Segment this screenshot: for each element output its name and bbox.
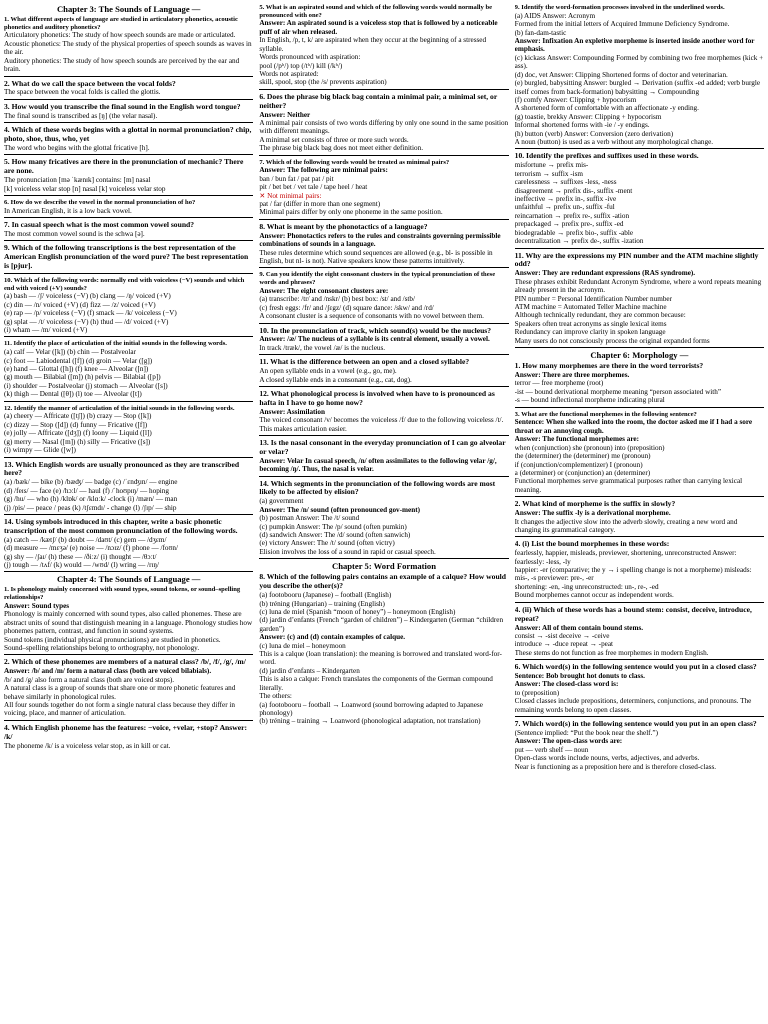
answer-line: An open syllable ends in a vowel (e.g., go, me).: [259, 367, 397, 376]
answer-line: to (preposition): [514, 688, 560, 697]
qa-section: [4, 404, 253, 458]
answer-line: (c) dizzy — Stop ([d]) (d) funny — Fricative ([f]): [4, 420, 148, 429]
answer-line: introduce → -duce repeat → -peat: [514, 640, 614, 649]
question-text: 11. Why are the expressions my PIN number and the ATM machine slightly odd?: [514, 250, 759, 269]
question-text: 11. What is the difference between an open and a closed syllable?: [259, 357, 470, 367]
answer-line: Open-class words include nouns, verbs, adjectives, and adverbs.: [514, 754, 700, 763]
answer-line: Sentence: When she walked into the room, the doctor asked me if I had a sore throat or an annoying cough.: [514, 418, 753, 435]
column-3: [515, 3, 764, 1021]
answer-line: prepackaged → prefix pre-, suffix -ed: [514, 220, 624, 229]
question-text: 4. Which of these words begins with a glottal in normal pronunciation? chip, photo, shoe, thus, who, yet: [4, 125, 252, 144]
question-text: 10. Which of the following words: normally end with voiceless (−V) sounds and which end with voiced (+V) sounds?: [4, 276, 245, 292]
chapter-title: Chapter 6: Morphology —: [590, 350, 689, 361]
qa-section: [259, 92, 508, 156]
answer-line: Redundancy can improve clarity in spoken language: [514, 328, 666, 337]
qa-section: [4, 198, 253, 218]
qa-section: [259, 222, 508, 269]
answer-line: (i) wimpy — Glide ([w]): [4, 446, 76, 455]
qa-section: [4, 102, 253, 123]
question-text: 12. What phonological process is involved when have to is pronounced as hafta in I have to go home now?: [259, 388, 495, 407]
answer-line: Answer: (c) and (d) contain examples of calque.: [259, 633, 406, 642]
question-text: 1. Is phonology mainly concerned with sound types, sound tokens, or sound–spelling relationships?: [4, 586, 241, 602]
answer-line: fearlessly, happier, misleads, previewer, shortening, unreconstructed Answer: fearlessly: -less, -ly: [514, 549, 737, 566]
answer-line: Bound morphemes cannot occur as independent words.: [514, 591, 674, 600]
qa-section: [515, 3, 764, 149]
question-text: 9. Identify the word-formation processes involved in the underlined words.: [514, 4, 725, 11]
qa-section: [4, 79, 253, 100]
answer-line: (a) footobooru (Japanese) – football (English): [259, 591, 392, 600]
question-text: 7. Which word(s) in the following sentence would you put in an open class?: [514, 719, 757, 729]
answer-line: Answer: The functional morphemes are:: [514, 435, 639, 444]
question-text: 2. What kind of morpheme is the suffix in slowly?: [514, 499, 676, 509]
answer-line: (d) doc, vet Answer: Clipping Shortened forms of doctor and veterinarian.: [514, 70, 728, 79]
answer-line: A consonant cluster is a sequence of consonants with no vowel between them.: [259, 312, 484, 321]
question-text: 3. How would you transcribe the final sound in the English word tongue?: [4, 101, 241, 111]
answer-line: Words not aspirated:: [259, 69, 319, 78]
qa-section: [259, 270, 508, 323]
answer-line: ban / bun fat / pat pat / pit: [259, 174, 334, 183]
answer-line: /b/ and /g/ also form a natural class (both are voiced stops).: [4, 675, 175, 684]
answer-line: (i) shoulder — Postalveolar (j) stomach — Alveolar ([s]): [4, 381, 168, 390]
answer-line: Answer: There are three morphemes.: [514, 371, 630, 380]
answer-line: Sentence: Bob brought hot donuts to class.: [514, 672, 645, 681]
question-text: 4. Which English phoneme has the features: −voice, +velar, +stop? Answer: /k/: [4, 722, 247, 741]
answer-line: The space between the vocal folds is called the glottis.: [4, 88, 161, 97]
question-text: 9. Which of the following transcriptions is the best representation of the American English pronunciation of the word pure? The best representation is [pjur].: [4, 243, 249, 271]
qa-section: [4, 243, 253, 274]
question-text: 1. What different aspects of language are studied in articulatory phonetics, acoustic phonetics and auditory phonetics?: [4, 16, 238, 31]
qa-section: [515, 251, 764, 349]
qa-section: [259, 572, 508, 728]
answer-line: A minimal pair consists of two words differing by only one sound in the same position with different meanings.: [259, 118, 509, 136]
qa-section: [4, 157, 253, 196]
answer-line: terrorism → suffix -ism: [514, 169, 583, 178]
answer-line: PIN number = Personal Identification Number number: [514, 294, 673, 303]
answer-line: (b) tréning (Hungarian) – training (English): [259, 599, 385, 608]
qa-section: [4, 276, 253, 338]
question-text: 10. Identify the prefixes and suffixes used in these words.: [514, 151, 699, 161]
answer-line: Minimal pairs differ by only one phoneme in the same position.: [259, 208, 443, 217]
answer-line: (b) tréning – training → Loanword (phonological adaptation, not translation): [259, 717, 481, 726]
answer-line: (k) thigh — Dental ([θ]) (l) toe — Alveolar ([t]): [4, 390, 142, 399]
answer-line: misfortune → prefix mis-: [514, 161, 589, 170]
answer-line: (g) splat — /t/ voiceless (−V) (h) thud — /d/ voiced (+V): [4, 317, 169, 326]
answer-line: (b) postman Answer: The /t/ sound: [259, 514, 360, 523]
answer-line: It changes the adjective slow into the adverb slowly, creating a new word and changing its grammatical category.: [514, 517, 738, 534]
qa-section: [259, 3, 508, 90]
answer-line: Answer: All of them contain bound stems.: [514, 623, 644, 632]
answer-line: Many users do not consciously process the original expanded forms: [514, 336, 710, 345]
question-text: 6. Does the phrase big black bag contain a minimal pair, a minimal set, or neither?: [259, 91, 498, 110]
qa-section: [4, 657, 253, 720]
answer-line: A shortened form of comfortable with an affectionate -y ending.: [514, 104, 699, 113]
answer-line: Articulatory phonetics: The study of how speech sounds are made or articulated.: [4, 31, 236, 40]
answer-line: ✕ Not minimal pairs:: [259, 191, 322, 200]
answer-line: happier: -er (comparative; the y → i spelling change is not a morpheme) misleads: mis-, -s previewer: pre-, -er: [514, 566, 752, 583]
answer-line: The word who begins with the glottal fricative [h].: [4, 143, 150, 152]
answer-line: A minimal set consists of three or more such words.: [259, 135, 409, 144]
question-text: 4. (i) List the bound morphemes in these words:: [514, 539, 670, 549]
answer-line: (a) /bæk/ — bike (b) /bæʤ/ — badge (c) /ˈɛnʤɪn/ — engine: [4, 478, 178, 487]
answer-line: Closed classes include prepositions, determiners, conjunctions, and pronouns. The remaining words belong to open classes.: [514, 697, 752, 714]
answer-line: Answer: The open-class words are:: [514, 737, 623, 746]
answer-line: (a) catch — /kætʃ/ (b) doubt — /daʊt/ (c) gem — /dʒɛm/: [4, 535, 167, 544]
answer-line: consist → -sist deceive → -ceive: [514, 631, 610, 640]
question-text: 13. Which English words are usually pronounced as they are transcribed here?: [4, 459, 240, 478]
answer-line: Answer: Velar In casual speech, /n/ often assimilates to the following velar /g/, becoming /ŋ/. Thus, the nasal is velar.: [259, 456, 497, 474]
answer-line: In American English, it is a low back vowel.: [4, 206, 132, 215]
qa-section: [259, 479, 508, 560]
chapter-title: Chapter 3: The Sounds of Language —: [56, 4, 201, 14]
qa-section: [4, 517, 253, 572]
answer-line: The most common vowel sound is the schwa [ə].: [4, 229, 145, 238]
column-1: [4, 3, 253, 1021]
answer-line: These stems do not function as free morphemes in modern English.: [514, 648, 709, 657]
answer-line: skill, spool, stop (the /s/ prevents aspiration): [259, 78, 387, 87]
qa-section: [259, 158, 508, 220]
answer-line: Answer: /b/ and /m/ form a natural class (both are voiced bilabials).: [4, 667, 212, 676]
answer-line: if (conjunction/complementizer) I (pronoun): [514, 460, 643, 469]
answer-line: The phrase big black bag does not meet either definition.: [259, 144, 423, 153]
answer-line: The voiced consonant /v/ becomes the voiceless /f/ due to the following voiceless /t/. This makes articulation easier.: [259, 416, 504, 433]
answer-line: the (determiner) the (determiner) me (pronoun): [514, 452, 651, 461]
answer-line: (g) /hu/ — who (h) /klɒk/ or /klɑːk/ -clock (i) /mæn/ — man: [4, 495, 178, 504]
qa-section: [515, 605, 764, 660]
answer-line: This is a calque (loan translation): the meaning is borrowed and translated word-for-word.: [259, 650, 502, 667]
answer-line: Answer: Sound types: [4, 601, 70, 610]
answer-line: (c) foot — Labiodental ([f]) (d) groin — Velar ([g]): [4, 356, 153, 365]
chapter-title: Chapter 4: The Sounds of Language —: [56, 574, 201, 585]
answer-line: Answer: Neither: [259, 110, 311, 119]
column-2: [259, 3, 508, 1021]
answer-line: Answer: The suffix -ly is a derivational morpheme.: [514, 509, 671, 518]
question-text: 10. In the pronunciation of track, which sound(s) would be the nucleus?: [259, 325, 492, 335]
answer-line: (j) /pis/ — peace / peas (k) /tʃɛmdɪ/ - change (l) /ʃɪp/ — ship: [4, 503, 177, 512]
answer-line: (c) luna de miel (Spanish “moon of honey”) – honeymoon (English): [259, 607, 456, 616]
answer-line: (c) luna de miel – honeymoon: [259, 641, 346, 650]
answer-line: Elision involves the loss of a sound in rapid or casual speech.: [259, 547, 436, 556]
answer-line: (j) tough — /tʌf/ (k) would — /wʊd/ (l) wring — /rɪŋ/: [4, 560, 160, 569]
answer-line: (e) rap — /p/ voiceless (−V) (f) smack — /k/ voiceless (−V): [4, 309, 177, 318]
answer-line: (d) /feɪs/ — face (e) /hɔːl/ — haul (f) /ˈhoʊpɪŋ/ — hoping: [4, 486, 169, 495]
answer-line: (g) mouth — Bilabial ([m]) (h) pelvis — Bilabial ([p]): [4, 373, 161, 382]
qa-section: [4, 339, 253, 401]
question-text: 8. Which of the following pairs contains an example of a calque? How would you describe the other(s)?: [259, 572, 507, 591]
question-text: 8. What is meant by the phonotactics of a language?: [259, 221, 428, 231]
answer-line: pit / bet bet / vet tale / tape heel / heat: [259, 183, 368, 192]
answer-line: unfaithful → prefix un-, suffix -ful: [514, 203, 615, 212]
answer-line: (b) fan-dam-tastic: [514, 28, 567, 37]
answer-line: Speakers often treat acronyms as single lexical items: [514, 319, 667, 328]
answer-line: Answer: They are redundant expressions (RAS syndrome).: [514, 269, 696, 278]
answer-line: (a) calf — Velar ([k]) (b) chin — Postalveolar: [4, 348, 136, 357]
qa-section: [259, 326, 508, 356]
answer-line: a (determiner) or (conjunction) an (determiner): [514, 468, 651, 477]
answer-line: Answer: The following are minimal pairs:: [259, 166, 388, 175]
answer-line: (c) pumpkin Answer: The /p/ sound (often pumkin): [259, 522, 407, 531]
question-text: 6. How do we describe the vowel in the normal pronunciation of ho?: [4, 198, 196, 206]
answer-line: The pronunciation [mə ˈkænɪk] contains: [m] nasal: [4, 176, 151, 185]
answer-line: All four sounds together do not form a single natural class because they differ in voicing, place, and manner of articulation.: [4, 700, 236, 718]
answer-line: The phoneme /k/ is a voiceless velar stop, as in kill or cat.: [4, 741, 171, 750]
qa-section: [4, 585, 253, 655]
qa-section: [4, 15, 253, 77]
question-text: 9. Can you identify the eight consonant clusters in the typical pronunciation of these words and phrases?: [259, 271, 496, 287]
answer-line: ineffective → prefix in-, suffix -ive: [514, 195, 617, 204]
answer-line: Answer: Assimilation: [259, 407, 326, 416]
answer-line: Answer: /æ/ The nucleus of a syllable is its central element, usually a vowel.: [259, 335, 490, 344]
question-text: 4. (ii) Which of these words has a bound stem: consist, deceive, introduce, repeat?: [514, 604, 752, 623]
qa-section: [4, 460, 253, 515]
answer-line: (e) victory Answer: The /t/ sound (often victry): [259, 539, 395, 548]
answer-line: [k] voiceless velar stop [n] nasal [k] voiceless velar stop: [4, 184, 166, 193]
answer-line: carelessness → suffixes -less, -ness: [514, 178, 617, 187]
answer-line: Sound–spelling relationships belong to orthography, not phonology.: [4, 643, 200, 652]
answer-line: Although technically redundant, they are common because:: [514, 311, 686, 320]
question-text: 2. What do we call the space between the vocal folds?: [4, 78, 176, 88]
answer-line: This is also a calque: French translates the components of the German compound literally.: [259, 675, 493, 692]
answer-line: A closed syllable ends in a consonant (e.g., cat, dog).: [259, 375, 412, 384]
answer-line: Functional morphemes serve grammatical purposes rather than carrying lexical meaning.: [514, 477, 743, 494]
question-text: 7. Which of the following words would be treated as minimal pairs?: [259, 158, 450, 166]
answer-line: (d) sandwich Answer: The /d/ sound (often sanwich): [259, 531, 411, 540]
question-text: 5. How many fricatives are there in the pronunciation of mechanic? There are none.: [4, 157, 244, 176]
answer-line: A noun (button) is used as a verb without any morphological change.: [514, 138, 714, 147]
answer-line: (e) hand — Glottal ([h]) (f) knee — Alveolar ([n]): [4, 365, 149, 374]
question-text: 1. How many morphemes are there in the word terrorists?: [514, 361, 704, 371]
answer-line: The final sound is transcribed as [ŋ] (the velar nasal).: [4, 111, 158, 120]
qa-section: [515, 662, 764, 717]
question-text: 2. Which of these phonemes are members of a natural class? /b/, /f/, /g/, /m/: [4, 657, 246, 667]
question-text: 14. Using symbols introduced in this chapter, write a basic phonetic transcription of the most common pronunciation of the following words.: [4, 516, 238, 535]
question-text: 12. Identify the manner of articulation of the initial sounds in the following words.: [4, 404, 235, 412]
answer-line: Sound tokens (individual physical pronunciations) are studied in phonetics.: [4, 635, 221, 644]
answer-line: (c) kickass Answer: Compounding Formed by combining two free morphemes (kick + ass).: [514, 53, 764, 71]
qa-section: [259, 438, 508, 477]
answer-line: (Sentence implied: “Put the book near the shelf.”): [514, 729, 658, 738]
answer-line: biodegradable → prefix bio-, suffix -able: [514, 228, 634, 237]
answer-line: Answer: The /n/ sound (often pronounced gov-ment): [259, 505, 420, 514]
chapter-title: Chapter 5: Word Formation: [331, 561, 436, 572]
answer-line: These phrases exhibit Redundant Acronym Syndrome, where a word repeats meaning already present in the acronym.: [514, 277, 762, 295]
answer-line: Answer: An aspirated sound is a voiceless stop that is followed by a noticeable puff of air when released.: [259, 19, 498, 36]
answer-line: (a) cheery — Affricate ([tʃ]) (b) crazy — Stop ([k]): [4, 412, 152, 421]
qa-section: [4, 220, 253, 241]
answer-line: when (conjunction) she (pronoun) into (preposition): [514, 443, 665, 452]
qa-section: [259, 389, 508, 436]
qa-section: [515, 539, 764, 602]
qa-section: [259, 357, 508, 387]
answer-line: put — verb shelf — noun: [514, 745, 589, 754]
answer-line: disagreement → prefix dis-, suffix -ment: [514, 186, 633, 195]
answer-line: (g) merry — Nasal ([m]) (h) silly — Fricative ([s]): [4, 437, 151, 446]
answer-line: terror — free morpheme (root): [514, 379, 604, 388]
answer-line: (d) jardin d’enfants – Kindergarten: [259, 666, 360, 675]
qa-section: [515, 719, 764, 773]
qa-section: [515, 151, 764, 248]
question-text: 11. Identify the place of articulation of the initial sounds in the following words.: [4, 340, 227, 348]
answer-line: (a) AIDS Answer: Acronym: [514, 11, 596, 20]
answer-line: shortening: -en, -ing unreconstructed: un-, re-, -ed: [514, 582, 659, 591]
answer-line: (e) jolly — Affricate ([dʒ]) (f) loony — Liquid ([l]): [4, 429, 152, 438]
answer-line: pat / far (differ in more than one segment): [259, 200, 381, 209]
answer-line: (i) wham — /m/ voiced (+V): [4, 326, 88, 335]
answer-line: The others:: [259, 692, 292, 701]
answer-line: Answer: Infixation An expletive morpheme is inserted inside another word for emphasis.: [514, 36, 755, 54]
answer-line: (g) toastie, brekky Answer: Clipping + hypocorism: [514, 112, 662, 121]
qa-section: [4, 723, 253, 752]
answer-line: Answer: The eight consonant clusters are:: [259, 286, 389, 295]
answer-line: A natural class is a group of sounds that share one or more phonetic features and behave similarly in phonological rules.: [4, 684, 236, 701]
answer-line: (e) burgled, babysitting Answer: burgled → Derivation (suffix -ed added; verb burgle itself comes from back-formation) babysitting → Compounding: [514, 79, 761, 96]
answer-line: -ist — bound derivational morpheme meaning “person associated with”: [514, 387, 722, 396]
answer-line: Near is functioning as a preposition here and is therefore closed-class.: [514, 762, 717, 771]
question-text: 13. Is the nasal consonant in the everyday pronunciation of I can go alveolar or velar?: [259, 437, 506, 456]
answer-line: (c) din — /n/ voiced (+V) (d) fizz — /z/ voiced (+V): [4, 300, 156, 309]
answer-line: Formed from the initial letters of Acquired Immune Deficiency Syndrome.: [514, 20, 730, 29]
answer-line: (d) jardin d’enfants (French “garden of children”) – Kindergarten (German “children garden”): [259, 616, 504, 633]
question-text: 14. Which segments in the pronunciation of the following words are most likely to be affected by elision?: [259, 478, 496, 497]
answer-line: In English, /p, t, k/ are aspirated when they occur at the beginning of a stressed syllable.: [259, 36, 487, 53]
answer-line: (a) footobooru – football → Loanword (sound borrowing adapted to Japanese phonology): [259, 700, 483, 717]
question-text: 5. What is an aspirated sound and which of the following words would normally be pronounced with one?: [259, 4, 493, 19]
answer-line: Auditory phonetics: The study of how speech sounds are perceived by the ear and brain.: [4, 56, 240, 74]
question-text: 3. What are the functional morphemes in the following sentence?: [514, 410, 697, 418]
answer-line: (f) comfy Answer: Clipping + hypocorism: [514, 95, 637, 104]
answer-line: pool (/pʰ/) top (/tʰ/) kill (/kʰ/): [259, 61, 343, 70]
answer-line: (h) button (verb) Answer: Conversion (zero derivation): [514, 129, 674, 138]
answer-line: Phonology is mainly concerned with sound types, also called phonemes. These are abstract units of sound that distinguish meaning in a language. Phonology studies how phonemes pattern, contrast, and function in sound systems.: [4, 610, 253, 636]
answer-line: (c) fresh eggs: /fr/ and /ʃɛgz/ (d) square dance: /skw/ and /rd/: [259, 303, 434, 312]
question-text: 7. In casual speech what is the most common vowel sound?: [4, 220, 195, 230]
answer-line: (a) bash — /ʃ/ voiceless (−V) (b) clang — /ŋ/ voiced (+V): [4, 292, 171, 301]
question-text: 6. Which word(s) in the following sentence would you put in a closed class?: [514, 662, 757, 672]
answer-line: (a) transcribe: /tr/ and /nskr/ (b) best box: /st/ and /stb/: [259, 295, 416, 304]
answer-line: (d) measure — /mɛʒə/ (e) noise — /nɔɪz/ (f) phone — /foʊn/: [4, 544, 179, 553]
qa-section: [515, 410, 764, 498]
answer-line: -s — bound inflectional morpheme indicating plural: [514, 396, 665, 405]
qa-section: [515, 361, 764, 408]
answer-line: Answer: Phonotactics refers to the rules and constraints governing permissible combinations of sounds in a language.: [259, 231, 501, 249]
answer-line: Informal shortened forms with -ie / -y endings.: [514, 121, 650, 130]
answer-line: Answer: The closed-class word is:: [514, 680, 619, 689]
answer-line: Acoustic phonetics: The study of the physical properties of speech sounds as waves in the air.: [4, 39, 252, 57]
answer-line: Words pronounced with aspiration:: [259, 53, 361, 62]
answer-line: reincarnation → prefix re-, suffix -ation: [514, 211, 630, 220]
answer-line: (g) shy — /ʃaɪ/ (h) these — /ðiːz/ (i) thought — /θɔːt/: [4, 552, 157, 561]
answer-line: In track /træk/, the vowel /æ/ is the nucleus.: [259, 343, 386, 352]
answer-line: (a) government: [259, 497, 304, 506]
answer-line: These rules determine which sound sequences are allowed (e.g., bl- is possible in English, but nl- is not). Native speakers know these patterns intuitively.: [259, 248, 493, 266]
answer-line: ATM machine = Automated Teller Machine machine: [514, 302, 667, 311]
qa-section: [515, 499, 764, 537]
qa-section: [4, 125, 253, 155]
answer-line: decentralization → prefix de-, suffix -ization: [514, 237, 644, 246]
